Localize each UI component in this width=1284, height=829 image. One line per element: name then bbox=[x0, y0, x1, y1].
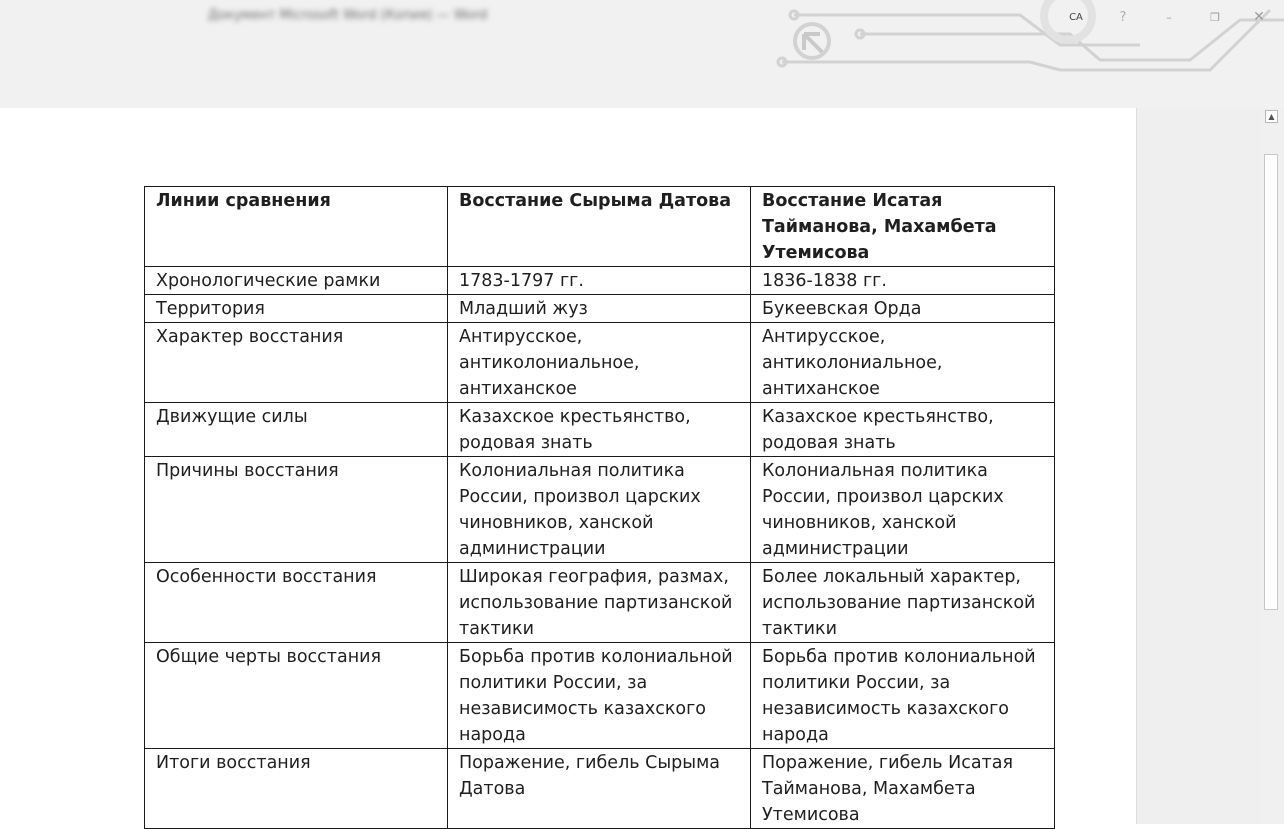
scroll-up-arrow-icon[interactable]: ▲ bbox=[1265, 110, 1278, 123]
table-cell[interactable]: Букеевская Орда bbox=[751, 295, 1055, 323]
table-cell[interactable]: Характер восстания bbox=[145, 323, 448, 403]
table-cell[interactable]: 1836-1838 гг. bbox=[751, 267, 1055, 295]
table-cell[interactable]: Поражение, гибель Исатая Тайманова, Махамбета Утемисова bbox=[751, 749, 1055, 829]
table-cell[interactable]: Колониальная политика России, произвол царских чиновников, ханской администрации bbox=[448, 457, 751, 563]
table-cell[interactable]: Колониальная политика России, произвол царских чиновников, ханской администрации bbox=[751, 457, 1055, 563]
table-row bbox=[145, 403, 1055, 457]
table-cell[interactable]: Хронологические рамки bbox=[145, 267, 448, 295]
table-row bbox=[145, 267, 1055, 295]
table-cell[interactable]: Младший жуз bbox=[448, 295, 751, 323]
table-cell[interactable]: 1783-1797 гг. bbox=[448, 267, 751, 295]
scroll-thumb[interactable] bbox=[1264, 154, 1278, 610]
comparison-table bbox=[144, 186, 1055, 829]
table-cell[interactable]: Движущие силы bbox=[145, 403, 448, 457]
table-row bbox=[145, 563, 1055, 643]
table-cell[interactable]: Территория bbox=[145, 295, 448, 323]
header-cell[interactable]: Восстание Сырыма Датова bbox=[448, 187, 751, 267]
table-cell[interactable]: Поражение, гибель Сырыма Датова bbox=[448, 749, 751, 829]
minimize-button[interactable]: – bbox=[1166, 10, 1172, 24]
table-row bbox=[145, 457, 1055, 563]
header-cell[interactable]: Линии сравнения bbox=[145, 187, 448, 267]
table-cell[interactable]: Антирусское, антиколониальное, антиханское bbox=[751, 323, 1055, 403]
table-row bbox=[145, 295, 1055, 323]
restore-button[interactable]: ❐ bbox=[1210, 10, 1220, 24]
table-cell[interactable]: Более локальный характер, использование партизанской тактики bbox=[751, 563, 1055, 643]
table-row bbox=[145, 749, 1055, 829]
title-bar bbox=[0, 0, 1284, 108]
table-cell[interactable]: Казахское крестьянство, родовая знать bbox=[448, 403, 751, 457]
table-cell[interactable]: Причины восстания bbox=[145, 457, 448, 563]
table-header-row bbox=[145, 187, 1055, 267]
window-title: Документ Microsoft Word (Копия) — Word bbox=[208, 8, 488, 23]
table-cell[interactable]: Итоги восстания bbox=[145, 749, 448, 829]
table-row bbox=[145, 323, 1055, 403]
close-button[interactable]: ✕ bbox=[1253, 9, 1265, 25]
table-row bbox=[145, 643, 1055, 749]
table-cell[interactable]: Особенности восстания bbox=[145, 563, 448, 643]
table-cell[interactable]: Антирусское, антиколониальное, антиханское bbox=[448, 323, 751, 403]
side-panel bbox=[1136, 108, 1261, 824]
table-cell[interactable]: Борьба против колониальной политики России, за независимость казахского народа bbox=[448, 643, 751, 749]
account-button[interactable]: CA bbox=[1069, 11, 1083, 23]
table-cell[interactable]: Общие черты восстания bbox=[145, 643, 448, 749]
back-arrow-icon bbox=[804, 34, 822, 52]
table-cell[interactable]: Широкая география, размах, использование партизанской тактики bbox=[448, 563, 751, 643]
table-cell[interactable]: Борьба против колониальной политики России, за независимость казахского народа bbox=[751, 643, 1055, 749]
table-cell[interactable]: Казахское крестьянство, родовая знать bbox=[751, 403, 1055, 457]
header-cell[interactable]: Восстание Исатая Тайманова, Махамбета Утемисова bbox=[751, 187, 1055, 267]
help-button[interactable]: ? bbox=[1119, 9, 1127, 25]
